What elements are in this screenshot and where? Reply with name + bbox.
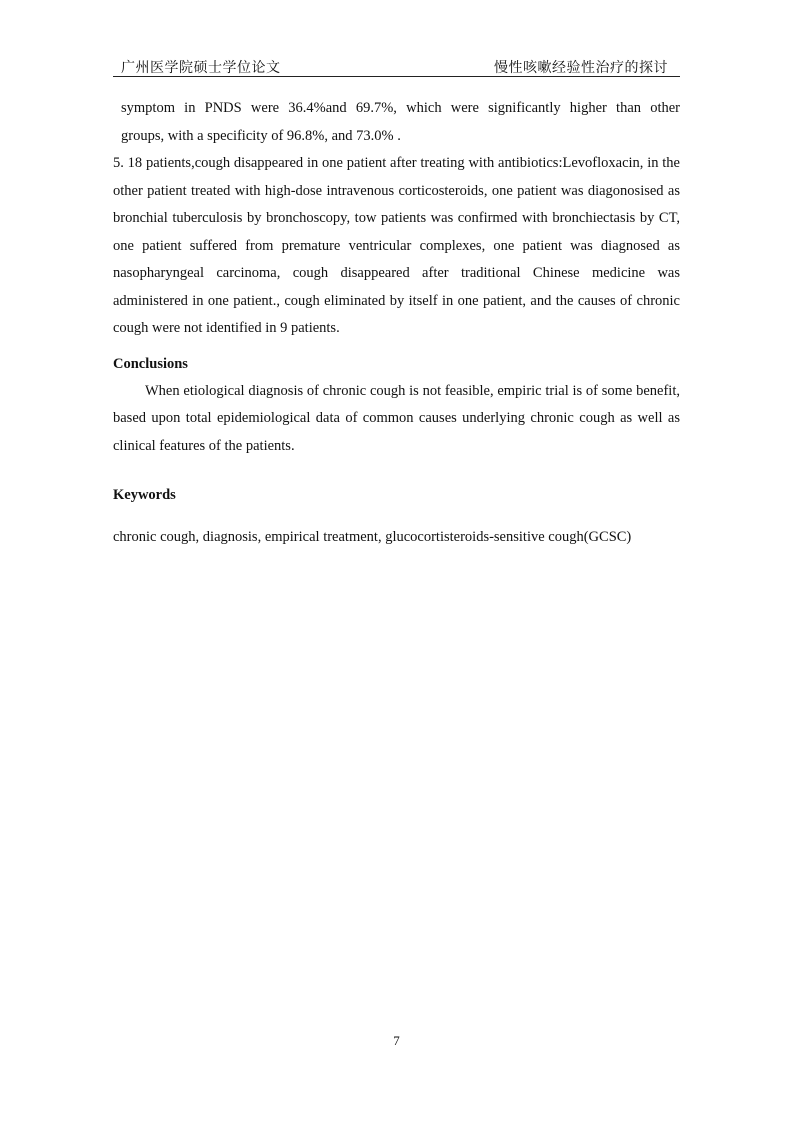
page-header	[113, 54, 680, 77]
keywords-text: chronic cough, diagnosis, empirical treatment, glucocortisteroids-sensitive cough(GCSC)	[113, 529, 632, 545]
conclusions-heading: Conclusions	[113, 355, 188, 372]
conclusions-text: When etiological diagnosis of chronic cough is not feasible, empiric trial is of some benefit, based upon total epidemiological data of common causes underlying chronic cough as well as clinical features of the patients.	[113, 382, 680, 454]
page-content	[113, 95, 680, 566]
keywords-heading: Keywords	[113, 487, 176, 503]
page-number: 7	[393, 1033, 400, 1048]
header-thesis-title: 广州医学院硕士学位论文	[121, 60, 281, 76]
section-spacer	[113, 460, 680, 480]
list-item-5: 5. 18 patients,cough disappeared in one patient after treating with antibiotics:Levofloxacin, in the other patient treated with high-dose intravenous corticosteroids, one patient was diagonosised as bronchial tuberculosis by bronchoscopy, tow patients was confirmed with bronchiectasis by CT, one patient suffered from premature ventricular complexes, one patient was diagnosed as nasopharyngeal carcinoma, cough disappeared after traditional Chinese medicine was administered in one patient., cough eliminated by itself in one patient, and the causes of chronic cough were not identified in 9 patients.	[113, 155, 680, 336]
header-chapter-title: 慢性咳嗽经验性治疗的探讨	[494, 60, 668, 76]
body-line-2: groups, with a specificity of 96.8%, and 73.0% .	[121, 127, 401, 144]
body-line-1: symptom in PNDS were 36.4%and 69.7%, which were significantly higher than other	[121, 100, 680, 116]
